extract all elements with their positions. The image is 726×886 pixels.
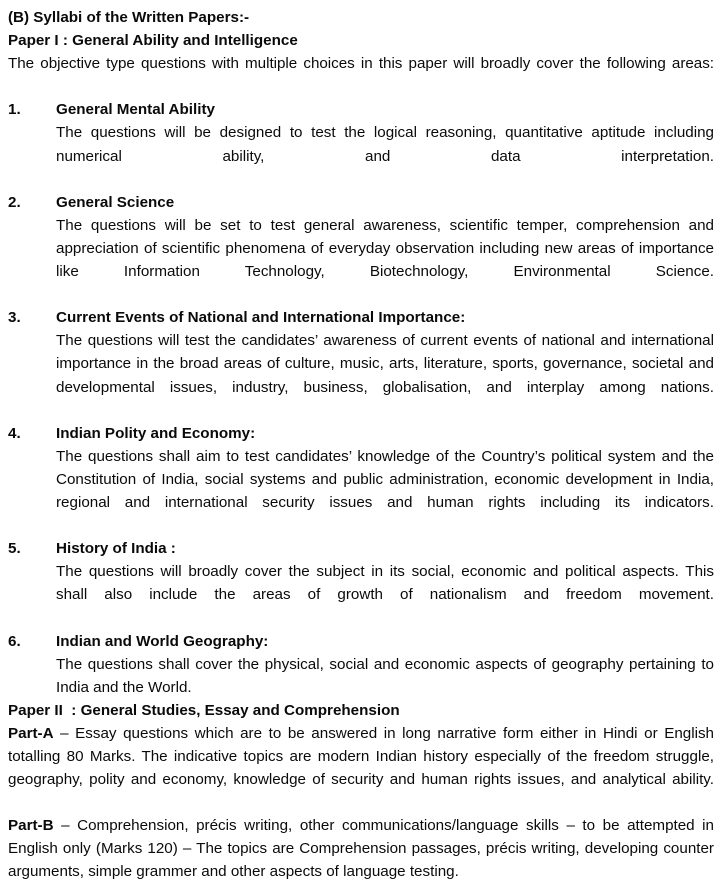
syllabus-item-title: Indian Polity and Economy:	[56, 424, 256, 442]
syllabus-item-heading	[8, 537, 716, 560]
syllabus-item-body: The questions will broadly cover the subject in its social, economic and political aspects. This shall also include the areas of growth of nationalism and freedom movement.	[56, 563, 714, 604]
syllabus-item-body: The questions shall aim to test candidates’ knowledge of the Country’s political system and the Constitution of India, social systems and public administration, economic development in India, regional and international security issues and human rights including its indicators.	[56, 447, 714, 511]
syllabus-item-body: The questions will test the candidates’ awareness of current events of national and international importance in the broad areas of culture, music, arts, literature, sports, governance, societal and developmental issues, industry, business, globalisation, and interplay among nations.	[56, 332, 714, 396]
syllabus-item-number: 5.	[8, 540, 21, 558]
paper-two-title: Paper II : General Studies, Essay and Comprehension	[8, 701, 400, 719]
syllabus-item-heading	[8, 422, 716, 445]
syllabus-item-heading	[8, 630, 716, 653]
paper-one-intro: The objective type questions with multiple choices in this paper will broadly cover the following areas:	[8, 55, 714, 73]
syllabus-item	[8, 537, 716, 629]
syllabus-item-title: General Mental Ability	[56, 101, 215, 119]
syllabus-item-number: 4.	[8, 424, 21, 442]
syllabus-item-title: History of India :	[56, 540, 176, 558]
syllabus-item-body: The questions shall cover the physical, social and economic aspects of geography pertaining to India and the World.	[56, 655, 714, 696]
part-b-label: Part-B	[8, 817, 54, 835]
syllabus-item-heading	[8, 306, 716, 329]
syllabus-item-body: The questions will be set to test general awareness, scientific temper, comprehension and appreciation of scientific phenomena of everyday observation including new areas of importance like Information Technology, Biotechnology, Environmental Science.	[56, 216, 714, 281]
part-b-text: Comprehension, précis writing, other communications/language skills – to be attempted in English only (Marks 120) – The topics are Comprehension passages, précis writing, developing counter arguments, simple grammer and other aspects of language testing.	[8, 817, 714, 881]
syllabus-item	[8, 630, 716, 699]
syllabus-item	[8, 98, 716, 190]
syllabus-item	[8, 422, 716, 537]
syllabus-item-title: Indian and World Geography:	[56, 632, 269, 650]
part-a-text: Essay questions which are to be answered in long narrative form either in Hindi or English totalling 80 Marks. The indicative topics are modern Indian history especially of the freedom struggle, geography, polity and economy, knowledge of security and human rights issues, and analytical ability.	[8, 724, 715, 789]
part-a-dash: –	[53, 724, 76, 742]
syllabus-item-title: General Science	[56, 193, 175, 211]
part-b-dash: –	[53, 817, 78, 835]
syllabus-item-body: The questions will be designed to test the logical reasoning, quantitative aptitude including numerical ability, and data interpretation.	[56, 124, 714, 165]
syllabus-item-heading	[8, 98, 716, 121]
part-a-label: Part-A	[8, 724, 54, 742]
syllabus-item	[8, 191, 716, 306]
section-heading: (B) Syllabi of the Written Papers:-	[8, 9, 250, 26]
syllabus-item-heading	[8, 191, 716, 214]
paper-two-part-b	[8, 814, 714, 883]
syllabus-item-title: Current Events of National and International Importance:	[56, 309, 466, 327]
paper-two-part-a	[8, 722, 714, 814]
syllabus-item-number: 6.	[8, 632, 21, 650]
syllabus-item-number: 1.	[8, 101, 21, 119]
syllabus-item	[8, 306, 716, 421]
paper-one-title: Paper I : General Ability and Intelligence	[8, 32, 298, 50]
syllabus-item-number: 2.	[8, 193, 21, 211]
syllabus-item-number: 3.	[8, 309, 21, 327]
